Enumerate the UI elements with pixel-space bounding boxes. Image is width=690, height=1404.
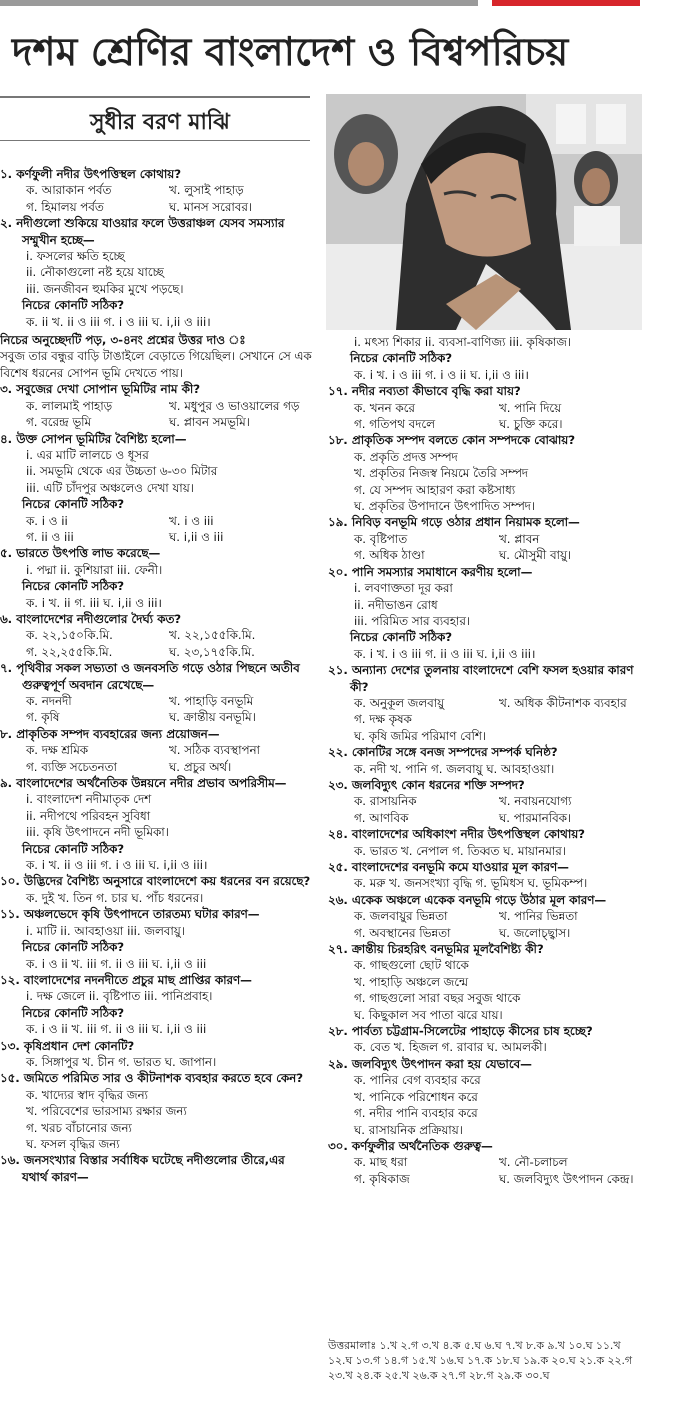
option: ঘ. চুক্তি করে। [499, 417, 563, 432]
option-row [328, 810, 644, 826]
option-row [328, 1154, 644, 1170]
option-row [0, 644, 312, 660]
option-row [0, 513, 312, 529]
option: ii. সমভূমি থেকে এর উচ্চতা ৬-৩০ মিটার [26, 464, 218, 479]
option: খ. ২২,১৫৫কি.মি. [169, 628, 256, 643]
option: ক. খনন করে [354, 400, 415, 415]
question-block [0, 1038, 312, 1071]
option: ক. i খ. ii গ. iii ঘ. i,ii ও iii। [26, 595, 163, 610]
question-text: ৯. বাংলাদেশের অর্থনৈতিক উন্নয়নে নদীর প্রভাব অপরিসীম— [0, 776, 287, 791]
option: ক. পানির বেগ ব্যবহার করে [354, 1073, 481, 1088]
question-text: ৪. উক্ত সোপন ভূমিটির বৈশিষ্ট্য হলো— [0, 431, 187, 446]
option: ক. মরু খ. জনসংখ্যা বৃদ্ধি গ. ভূমিধস ঘ. ভূমিকম্প। [354, 876, 588, 891]
option: ক. i ও ii [26, 513, 68, 528]
option: ক. লালমাই পাহাড় [26, 398, 113, 413]
question-text: ৭. পৃথিবীর সকল সভ্যতা ও জনবসতি গড়ে ওঠার পিছনে অতীব গুরুত্বপূর্ণ অবদান রেখেছে— [0, 661, 300, 692]
question-block [328, 662, 644, 744]
option-row [0, 398, 312, 414]
option: গ. অবস্থানের ভিন্নতা [354, 925, 451, 940]
question-block [328, 334, 644, 383]
option: গ. খরচ বাঁচানোর জন্য [26, 1120, 132, 1135]
question-block [0, 611, 312, 660]
question-block [328, 941, 644, 1023]
option-row [0, 414, 312, 430]
option: গ. গাছগুলো সারা বছর সবুজ থাকে [354, 991, 521, 1006]
option: খ. পানিকে পরিশোধন করে [354, 1089, 478, 1104]
question-prompt: নিচের কোনটি সঠিক? [22, 497, 125, 512]
question-block [328, 514, 644, 563]
option: ii. নৌকাগুলো নষ্ট হয়ে যাচ্ছে [26, 265, 164, 280]
option: ঘ. প্রচুর অর্থ। [169, 759, 232, 774]
option: ক. ii খ. ii ও iii গ. i ও iii ঘ. i,ii ও iii। [26, 314, 211, 329]
option: গ. হিমালয় পর্বত [26, 199, 104, 214]
option: ক. দুই খ. তিন গ. চার ঘ. পাঁচ ধরনের। [26, 890, 204, 905]
option: গ. অধিক ঠাণ্ডা [354, 548, 425, 563]
option: গ. কৃষি [26, 710, 60, 725]
question-block [328, 432, 644, 514]
question-prompt: নিচের কোনটি সঠিক? [22, 298, 125, 313]
option: ক. রাসায়নিক [354, 794, 417, 809]
question-block [0, 215, 312, 330]
question-block [328, 777, 644, 826]
question-block [328, 383, 644, 432]
option: ঘ. ক্রান্তীয় বনভূমি। [169, 710, 256, 725]
option-row [328, 547, 644, 563]
question-prompt: নিচের কোনটি সঠিক? [22, 579, 125, 594]
passage [0, 332, 312, 381]
option: গ. ২২,২৫৫কি.মি. [26, 644, 113, 659]
option: গ. গতিপথ বদলে [354, 417, 435, 432]
question-text: ১৭. নদীর নব্যতা কীভাবে বৃদ্ধি করা যায়? [328, 384, 521, 399]
option: খ. লুসাই পাহাড় [169, 183, 244, 198]
question-block [0, 545, 312, 611]
question-prompt: নিচের কোনটি সঠিক? [22, 1005, 125, 1020]
question-prompt: নিচের কোনটি সঠিক? [22, 940, 125, 955]
question-text: ২৮. পার্বত্য চট্টগ্রাম-সিলেটের পাহাড়ে কীসের চাষ হচ্ছে? [328, 1024, 593, 1039]
option: গ. ii ও iii [26, 529, 74, 544]
question-block [0, 660, 312, 726]
question-text: ২১. অন্যান্য দেশের তুলনায় বাংলাদেশে বেশি ফসল হওয়ার কারণ কী? [328, 663, 634, 694]
question-block [328, 1138, 644, 1187]
option: i. এর মাটি লালচে ও ধূসর [26, 447, 149, 462]
question-text: ১০. উদ্ভিদের বৈশিষ্ট্য অনুসারে বাংলাদেশে কয় ধরনের বন রয়েছে? [0, 874, 311, 889]
option: i. ফসলের ক্ষতি হচ্ছে [26, 249, 125, 264]
question-block [0, 166, 312, 215]
question-block [328, 744, 644, 777]
option: ঘ. জলোচ্ছ্বাস। [499, 925, 571, 940]
option: ক. অনুকূল জলবায়ু [354, 695, 445, 710]
option-row [0, 709, 312, 725]
option-row [0, 529, 312, 545]
option: খ. প্লাবন [499, 531, 540, 546]
question-text: ২৩. জলবিদ্যুৎ কোন ধরনের শক্তি সম্পদ? [328, 777, 525, 792]
question-block [328, 826, 644, 859]
option: ঘ. i,ii ও iii [169, 529, 224, 544]
question-prompt: নিচের কোনটি সঠিক? [350, 351, 453, 366]
option: ঘ. পারমানবিক। [499, 810, 572, 825]
option: খ. পাহাড়ি অঞ্চলে জন্মে [354, 974, 468, 989]
question-text: ২৬. একেক অঞ্চলে একেক বনভূমি গড়ে উঠার মূল কারণ— [328, 892, 607, 907]
option-row [0, 182, 312, 198]
option-row [0, 742, 312, 758]
question-block [0, 726, 312, 775]
option: খ. অধিক কীটনাশক ব্যবহার [499, 695, 627, 710]
option: ঘ. ফসল বৃদ্ধির জন্য [26, 1136, 120, 1151]
option: ঘ. রাসায়নিক প্রক্রিয়ায়। [354, 1122, 463, 1137]
passage-text: সবুজ তার বন্ধুর বাড়ি টাঙাইলে বেড়াতে গিয়েছিল। সেখানে সে এক বিশেষ ধরনের সোপন ভূমি দেখতে পায়। [0, 349, 312, 380]
option-row [328, 1171, 644, 1187]
question-block [328, 564, 644, 662]
question-block [328, 859, 644, 892]
option: ঘ. কৃষি জমির পরিমাণ বেশি। [354, 728, 487, 743]
question-block [0, 332, 312, 381]
option: ক. ভারত খ. নেপাল গ. তিব্বত ঘ. মায়ানমার। [354, 843, 566, 858]
question-text: ২৯. জলবিদ্যুৎ উৎপাদন করা হয় যেভাবে— [328, 1056, 532, 1071]
option: ঘ. প্লাবন সমভূমি। [169, 415, 250, 430]
question-block [0, 873, 312, 906]
option: iii. কৃষি উৎপাদনে নদী ভূমিকা। [26, 825, 169, 840]
top-rule-gray [0, 0, 478, 6]
option: iii. এটি চাঁদপুর অঞ্চলেও দেখা যায়। [26, 480, 194, 495]
right-column [328, 334, 644, 1187]
question-text: ৩০. কর্ণফুলীর অর্থনৈতিক গুরুত্ব— [328, 1138, 493, 1153]
option: খ. পাহাড়ি বনভূমি [169, 694, 254, 708]
option-row [328, 531, 644, 547]
option: ক. দক্ষ শ্রমিক [26, 743, 89, 758]
option: ঘ. জলবিদ্যুৎ উৎপাদন কেন্দ্র। [499, 1171, 634, 1186]
left-column [0, 166, 312, 1185]
option: ক. ২২,১৫০কি.মি. [26, 628, 113, 643]
student-photo [326, 94, 642, 330]
option: i. পদ্মা ii. কুশিয়ারা iii. ফেনী। [26, 562, 163, 577]
question-text: ২০. পানি সমস্যার সমাধানে করণীয় হলো— [328, 564, 533, 579]
option-row [0, 199, 312, 215]
passage-instruction: নিচের অনুচ্ছেদটি পড়, ৩-৪নং প্রশ্নের উত্তর দাও ঃ [0, 333, 246, 348]
question-text: ২৭. ক্রান্তীয় চিরহরিৎ বনভূমির মূলবৈশিষ্ট্য কী? [328, 942, 544, 957]
option: ক. আরাকান পর্বত [26, 183, 112, 198]
page-title: দশম শ্রেণির বাংলাদেশ ও বিশ্বপরিচয় [12, 30, 569, 75]
option: খ. i ও iii [169, 513, 214, 528]
question-block [0, 906, 312, 972]
answer-key: উত্তরমালাঃ ১.খ ২.গ ৩.খ ৪.ক ৫.ঘ ৬.ঘ ৭.খ ৮.ক ৯.খ ১০.ঘ ১১.খ ১২.ঘ ১৩.গ ১৪.গ ১৫.খ ১৬.ঘ ১৭.ক ১৮.ঘ ১৯.ক ২০.ঘ ২১.ক ২২.গ ২৩.খ ২৪.ক ২৫.খ ২৬.ক ২৭.গ ২৮.গ ২৯.ক ৩০.ঘ [328, 1339, 632, 1382]
question-text: ৩. সবুজের দেখা সোপান ভূমিটির নাম কী? [0, 382, 201, 397]
question-text: ১৬. জনসংখ্যার বিস্তার সর্বাধিক ঘটেছে নদীগুলোর তীরে,এর যথার্থ কারণ— [0, 1153, 285, 1184]
question-text: ২. নদীগুলো শুকিয়ে যাওয়ার ফলে উত্তরাঞ্চল যেসব সমস্যার সম্মুখীন হচ্ছে— [0, 216, 285, 247]
author-rule-bottom [0, 140, 310, 141]
option: ক. বেত খ. হিজল গ. রাবার ঘ. আমলকী। [354, 1040, 547, 1055]
option: গ. আণবিক [354, 810, 409, 825]
option: ক. i খ. i ও iii গ. ii ও iii ঘ. i,ii ও iii। [354, 646, 536, 661]
option: ii. নদীপথে পরিবহন সুবিধা [26, 808, 150, 823]
option: ক. বৃষ্টিপাত [354, 531, 408, 546]
option: গ. যে সম্পদ আহারণ করা কষ্টসাধ্য [354, 482, 516, 497]
question-block [0, 775, 312, 873]
question-prompt: নিচের কোনটি সঠিক? [22, 841, 125, 856]
option: খ. নৌ-চলাচল [499, 1155, 568, 1170]
question-text: ৮. প্রাকৃতিক সম্পদ ব্যবহারের জন্য প্রয়োজন— [0, 726, 220, 741]
option-row [328, 793, 644, 809]
option: ক. মাছ ধরা [354, 1155, 408, 1170]
option: ক. নদী খ. পানি গ. জলবায়ু ঘ. আবহাওয়া। [354, 761, 555, 776]
question-block [328, 892, 644, 941]
author-rule-top [0, 96, 310, 98]
question-block [0, 1070, 312, 1152]
question-block [328, 1056, 644, 1138]
option: খ. সঠিক ব্যবস্থাপনা [169, 743, 260, 758]
option-row [328, 400, 644, 416]
option: i. লবণাক্ততা দূর করা [354, 581, 453, 596]
option: ক. জলবায়ুর ভিন্নতা [354, 909, 448, 924]
option: খ. পরিবেশের ভারসাম্য রক্ষার জন্য [26, 1104, 187, 1119]
option: খ. নবায়নযোগ্য [499, 794, 572, 809]
top-rule-red [492, 0, 640, 6]
question-block [0, 1152, 312, 1185]
option: ঘ. কিছুকাল সব পাতা ঝরে যায়। [354, 1007, 503, 1022]
option: গ. বরেন্দ্র ভূমি [26, 415, 92, 430]
question-block [0, 972, 312, 1038]
option-row [328, 416, 644, 432]
option: গ. ব্যক্তি সচেতনতা [26, 759, 117, 774]
question-text: ১১. অঞ্চলভেদে কৃষি উৎপাদনে তারতম্য ঘটার কারণ— [0, 907, 260, 922]
question-text: ২২. কোনটির সঙ্গে বনজ সম্পদের সম্পর্ক ঘনিষ্ঠ? [328, 745, 558, 760]
option: খ. পানির ভিন্নতা [499, 909, 578, 924]
option: ঘ. প্রকৃতির উপাদানে উৎপাদিত সম্পদ। [354, 499, 536, 514]
option: গ. নদীর পানি ব্যবহার করে [354, 1106, 478, 1121]
option-row [0, 693, 312, 709]
option: ক. i ও ii খ. iii গ. ii ও iii ঘ. i,ii ও iii [26, 956, 207, 971]
option: ক. i খ. ii ও iii গ. i ও iii ঘ. i,ii ও iii। [26, 858, 208, 873]
question-text: ৬. বাংলাদেশের নদীগুলোর দৈর্ঘ্য কত? [0, 611, 182, 626]
option: i. দক্ষ জেলে ii. বৃষ্টিপাত iii. পানিপ্রবাহ। [26, 989, 213, 1004]
question-block [0, 431, 312, 546]
option: ক. i ও ii খ. iii গ. ii ও iii ঘ. i,ii ও iii [26, 1022, 207, 1037]
question-text: ২৫. বাংলাদেশের বনভূমি কমে যাওয়ার মূল কারণ— [328, 860, 569, 874]
question-block [0, 381, 312, 430]
option-row [0, 759, 312, 775]
question-text: ১৩. কৃষিপ্রধান দেশ কোনটি? [0, 1038, 135, 1053]
question-text: ১৯. নিবিড় বনভূমি গড়ে ওঠার প্রধান নিয়ামক হলো— [328, 515, 580, 530]
option: খ. পানি দিয়ে [499, 400, 562, 415]
option: ঘ. মৌসুমী বায়ু। [499, 548, 572, 563]
option: ক. খাদ্যের স্বাদ বৃদ্ধির জন্য [26, 1087, 148, 1102]
option-row [328, 695, 644, 711]
option-row [328, 908, 644, 924]
question-block [328, 1023, 644, 1056]
question-text: ২৪. বাংলাদেশের অধিকাংশ নদীর উৎপত্তিস্থল কোথায়? [328, 827, 586, 842]
author-name: সুধীর বরণ মাঝি [90, 110, 230, 135]
option: ক. সিঙ্গাপুর খ. চীন গ. ভারত ঘ. জাপান। [26, 1054, 217, 1069]
option: ii. নদীভাঙন রোধ [354, 597, 438, 612]
option-row [0, 627, 312, 643]
question-text: ১৮. প্রাকৃতিক সম্পদ বলতে কোন সম্পদকে বোঝায়? [328, 433, 576, 448]
option: ক. প্রকৃতি প্রদত্ত সম্পদ [354, 449, 458, 464]
option: i. বাংলাদেশ নদীমাতৃক দেশ [26, 792, 152, 807]
option: ক. নদনদী [26, 694, 72, 708]
question-text: ৫. ভারতে উৎপত্তি লাভ করেছে— [0, 546, 161, 561]
question-text: ১৫. জমিতে পরিমিত সার ও কীটনাশক ব্যবহার করতে হবে কেন? [0, 1071, 304, 1086]
option: খ. মধুপুর ও ভাওয়ালের গড় [169, 398, 300, 413]
option: i. মৎস্য শিকার ii. ব্যবসা-বাণিজ্য iii. কৃষিকাজ। [354, 335, 572, 349]
student-photo-illustration [326, 94, 642, 330]
question-text: ১২. বাংলাদেশের নদনদীতে প্রচুর মাছ প্রাপ্তির কারণ— [0, 972, 252, 987]
option: ক. i খ. i ও iii গ. i ও ii ঘ. i,ii ও iii। [354, 367, 529, 382]
option: গ. কৃষিকাজ [354, 1171, 410, 1186]
option: গ. দক্ষ কৃষক [354, 712, 412, 727]
option: ক. গাছগুলো ছোট থাকে [354, 958, 469, 973]
question-prompt: নিচের কোনটি সঠিক? [350, 630, 453, 645]
option: ঘ. মানস সরোবর। [169, 199, 253, 214]
option-row [328, 925, 644, 941]
option: ঘ. ২৩,১৭৫কি.মি. [169, 644, 255, 659]
option: খ. প্রকৃতির নিজস্ব নিয়মে তৈরি সম্পদ [354, 466, 528, 481]
question-text: ১. কর্ণফুলী নদীর উৎপত্তিস্থল কোথায়? [0, 167, 182, 181]
option: iii. পরিমিত সার ব্যবহার। [354, 613, 471, 628]
option: iii. জনজীবন হুমকির মুখে পড়ছে। [26, 281, 184, 296]
option: i. মাটি ii. আবহাওয়া iii. জলবায়ু। [26, 923, 185, 938]
